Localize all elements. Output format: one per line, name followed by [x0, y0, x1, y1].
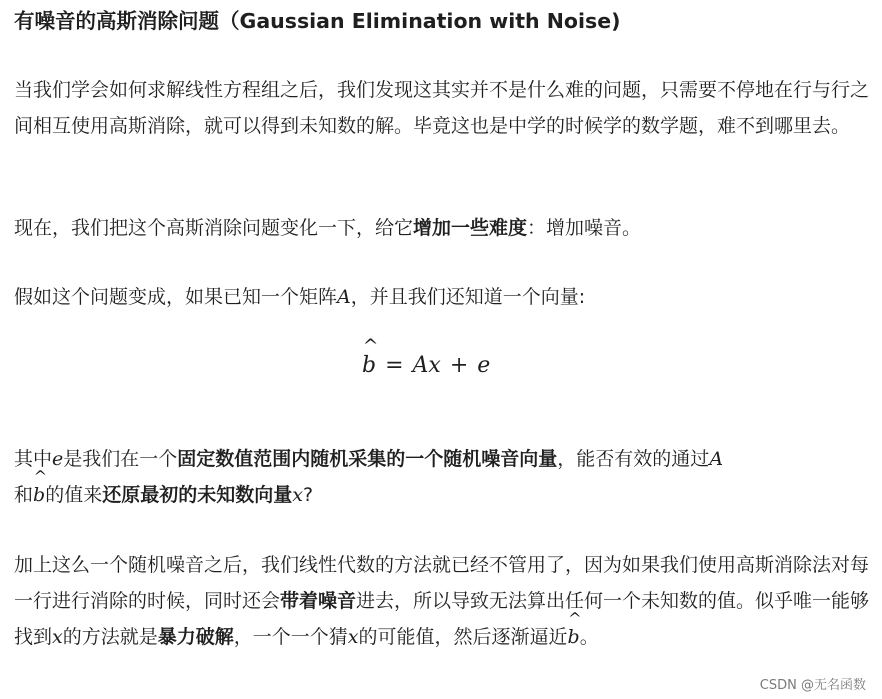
p4-text-c: ，能否有效的通过 [557, 448, 710, 470]
p4-bold-noise-vector: 固定数值范围内随机采集的一个随机噪音向量 [177, 448, 558, 470]
paragraph-conclusion [14, 547, 872, 655]
x-symbol: x [52, 626, 63, 648]
p4-text-d: 和 [14, 484, 34, 506]
hat-accent: ^ [568, 608, 582, 628]
noise-e-symbol: e [477, 353, 491, 378]
p3-text-b: ，并且我们还知道一个向量: [350, 286, 586, 308]
p4-text-b: 是我们在一个 [63, 448, 178, 470]
paragraph-intro [14, 72, 872, 144]
hat-accent: ^ [33, 466, 48, 486]
p2-bold-difficulty: 增加一些难度 [413, 217, 528, 239]
intro-text: 当我们学会如何求解线性方程组之后，我们发现这其实并不是什么难的问题，只需要不停地在行与行之间相互使用高斯消除，就可以得到未知数的解。毕竟这也是中学的时候学的数学题，难不到哪里去。 [14, 79, 870, 137]
p2-text-b: ：增加噪音。 [527, 217, 642, 239]
plus-sign: + [449, 353, 469, 378]
b-symbol: b [362, 353, 377, 378]
p5-text-e: 的可能值，然后逐渐逼近 [358, 626, 568, 648]
p3-text-a: 假如这个问题变成，如果已知一个矩阵 [14, 286, 338, 308]
p2-text-a: 现在，我们把这个高斯消除问题变化一下，给它 [14, 217, 414, 239]
b-hat-symbol [33, 466, 48, 513]
p5-text-b: 进去，所以导致无法算出任何一个未知数的值。似乎唯一能够找到 [14, 590, 870, 648]
p5-text-a: 加上这么一个随机噪音之后，我们线性代数的方法就已经不管用了，因为如果我们使用高斯消除法对每一行进行消除的时候，同时还会 [14, 554, 870, 612]
section-title: 有噪音的高斯消除问题（Gaussian Elimination with Noise) [14, 9, 621, 33]
b-symbol: b [33, 484, 46, 506]
matrix-a-symbol: A [337, 286, 351, 308]
equation-display [362, 336, 491, 384]
p5-bold-brute-force: 暴力破解 [157, 626, 234, 648]
p5-text-c: 的方法就是 [62, 626, 158, 648]
b-symbol: b [567, 626, 580, 648]
p4-text-a: 其中 [14, 448, 53, 470]
b-hat-symbol [567, 608, 582, 655]
p4-bold-recover: 还原最初的未知数向量 [102, 484, 293, 506]
paragraph-question [14, 441, 872, 513]
p4-text-e: 的值来 [45, 484, 103, 506]
csdn-watermark: CSDN @无名函数 [759, 678, 866, 693]
p5-text-f: 。 [579, 626, 599, 648]
p5-text-d: ，一个一个猜 [233, 626, 348, 648]
equals-sign: = [385, 353, 404, 378]
matrix-a-symbol: A [709, 448, 724, 470]
x-symbol: x [347, 626, 359, 648]
paragraph-add-difficulty [14, 210, 872, 246]
ax-term: Ax [412, 353, 441, 378]
noise-e-symbol: e [52, 448, 64, 470]
p5-bold-with-noise: 带着噪音 [280, 590, 357, 612]
hat-accent: ^ [362, 336, 379, 358]
b-hat-symbol [362, 336, 379, 384]
paragraph-problem-setup [14, 279, 872, 315]
x-symbol: x [292, 484, 303, 506]
p4-text-f: ? [302, 484, 314, 506]
